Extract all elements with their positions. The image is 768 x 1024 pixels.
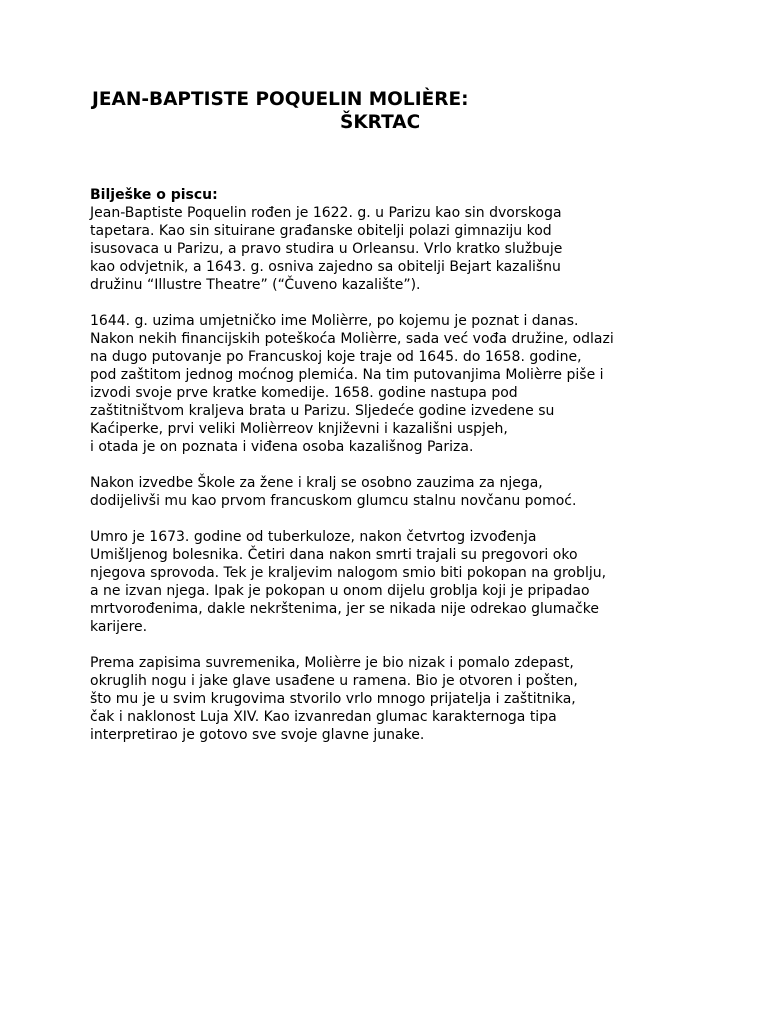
paragraph-gap [90, 510, 710, 528]
paragraph-line: Prema zapisima suvremenika, Molièrre je bio nizak i pomalo zdepast, [90, 655, 574, 671]
document-body [90, 186, 710, 744]
paragraph-line: na dugo putovanje po Francuskoj koje traje od 1645. do 1658. godine, [90, 349, 582, 365]
paragraph-line: pod zaštitom jednog moćnog plemića. Na tim putovanjima Molièrre piše i [90, 367, 604, 383]
paragraph-gap [90, 636, 710, 654]
paragraph-biography-early [90, 204, 710, 294]
paragraph-line: kao odvjetnik, a 1643. g. osniva zajedno sa obitelji Bejart kazališnu [90, 259, 561, 275]
paragraph-line: isusovaca u Parizu, a pravo studira u Orleansu. Vrlo kratko službuje [90, 241, 563, 257]
paragraph-line: družinu “Illustre Theatre” (“Čuveno kazalište”). [90, 277, 421, 293]
paragraph-royal-support [90, 474, 710, 510]
paragraph-line: Umro je 1673. godine od tuberkuloze, nakon četvrtog izvođenja [90, 529, 537, 545]
paragraph-line: a ne izvan njega. Ipak je pokopan u onom dijelu groblja koji je pripadao [90, 583, 590, 599]
paragraph-death [90, 528, 710, 636]
paragraph-description [90, 654, 710, 744]
paragraph-line: Nakon izvedbe Škole za žene i kralj se osobno zauzima za njega, [90, 475, 543, 491]
paragraph-line: interpretirao je gotovo sve svoje glavne junake. [90, 727, 425, 743]
paragraph-line: tapetara. Kao sin situirane građanske obitelji polazi gimnaziju kod [90, 223, 552, 239]
paragraph-line: što mu je u svim krugovima stvorilo vrlo mnogo prijatelja i zaštitnika, [90, 691, 576, 707]
paragraph-line: njegova sprovoda. Tek je kraljevim nalogom smio biti pokopan na groblju, [90, 565, 607, 581]
title-line-work: ŠKRTAC [340, 112, 421, 133]
title-line-author: JEAN-BAPTISTE POQUELIN MOLIÈRE: [92, 89, 469, 110]
paragraph-line: i otada je on poznata i viđena osoba kazališnog Pariza. [90, 439, 474, 455]
document-title [92, 88, 692, 134]
paragraph-line: Jean-Baptiste Poquelin rođen je 1622. g. u Parizu kao sin dvorskoga [90, 205, 562, 221]
paragraph-line: mrtvorođenima, dakle nekrštenima, jer se nikada nije odrekao glumačke [90, 601, 599, 617]
section-heading: Bilješke o piscu: [90, 187, 218, 203]
paragraph-line: čak i naklonost Luja XIV. Kao izvanredan glumac karakternoga tipa [90, 709, 557, 725]
paragraph-gap [90, 456, 710, 474]
paragraph-gap [90, 294, 710, 312]
paragraph-line: okruglih nogu i jake glave usađene u ramena. Bio je otvoren i pošten, [90, 673, 578, 689]
paragraph-line: Kaćiperke, prvi veliki Molièrreov književni i kazališni uspjeh, [90, 421, 508, 437]
paragraph-line: Nakon nekih financijskih poteškoća Molièrre, sada već vođa družine, odlazi [90, 331, 614, 347]
paragraph-line: karijere. [90, 619, 148, 635]
paragraph-line: zaštitništvom kraljeva brata u Parizu. Sljedeće godine izvedene su [90, 403, 555, 419]
paragraph-line: izvodi svoje prve kratke komedije. 1658. godine nastupa pod [90, 385, 518, 401]
paragraph-line: dodijelivši mu kao prvom francuskom glumcu stalnu novčanu pomoć. [90, 493, 577, 509]
paragraph-career [90, 312, 710, 456]
paragraph-line: 1644. g. uzima umjetničko ime Molièrre, po kojemu je poznat i danas. [90, 313, 579, 329]
paragraph-line: Umišljenog bolesnika. Četiri dana nakon smrti trajali su pregovori oko [90, 547, 578, 563]
